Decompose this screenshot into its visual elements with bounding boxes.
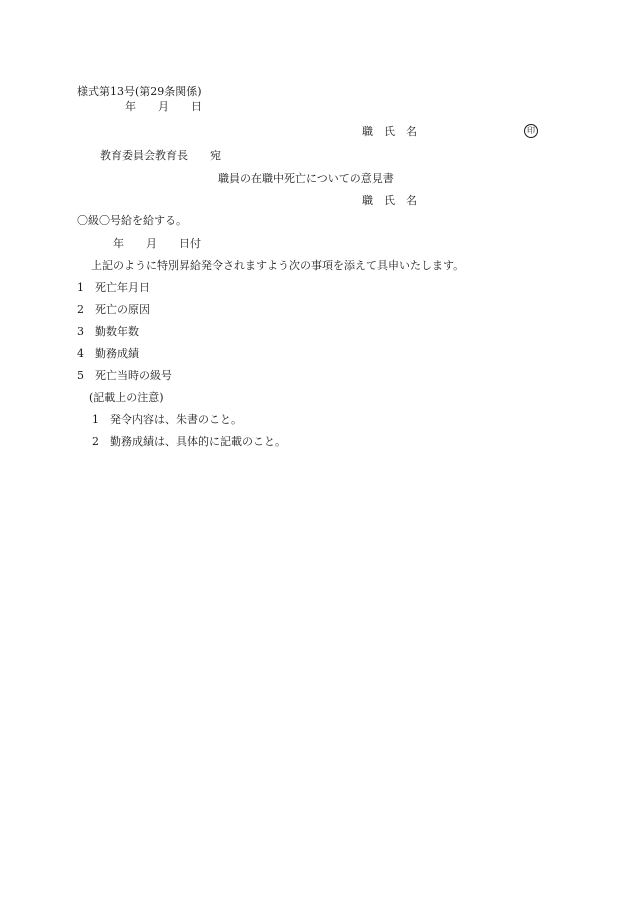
submission-date: 年 月 日: [125, 100, 202, 113]
note-item: 2 勤務成績は、具体的に記載のこと。: [92, 435, 286, 448]
notes-heading: (記載上の注意): [89, 391, 164, 404]
applicant-name-label: 職 氏 名: [362, 125, 417, 138]
addressee: 教育委員会教育長 宛: [100, 149, 221, 162]
list-item: 2 死亡の原因: [77, 303, 150, 316]
list-item: 1 死亡年月日: [77, 281, 150, 294]
list-item: 3 勤数年数: [77, 325, 139, 338]
effective-date-line: 年 月 日付: [113, 237, 201, 250]
form-number: 様式第13号(第29条関係): [77, 85, 202, 98]
seal-mark: 印: [524, 124, 538, 138]
body-text: 上記のように特別昇給発令されますよう次の事項を添えて具申いたします。: [91, 259, 465, 272]
grade-line: 〇級〇号給を給する。: [77, 214, 187, 227]
list-item: 4 勤務成績: [77, 347, 139, 360]
document-title: 職員の在職中死亡についての意見書: [218, 172, 394, 185]
note-item: 1 発令内容は、朱書のこと。: [92, 413, 242, 426]
list-item: 5 死亡当時の級号: [77, 369, 172, 382]
deceased-name-label: 職 氏 名: [362, 194, 417, 207]
